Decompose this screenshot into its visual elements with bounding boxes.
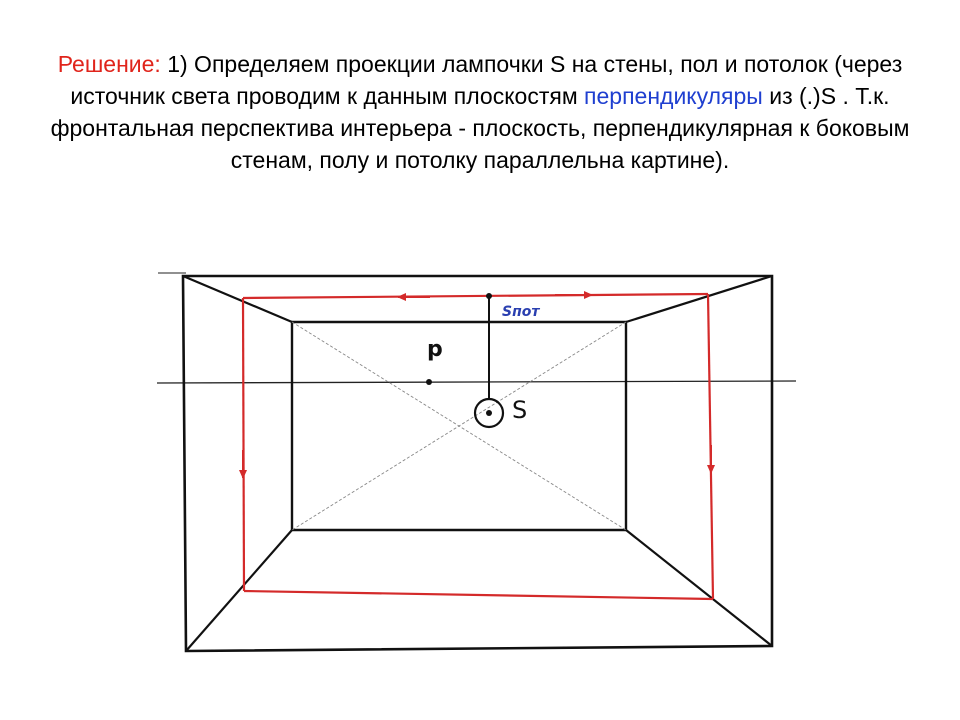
solution-part2: из (.)S . Т.к. фронтальная перспектива интерьера - плоскость, перпендикулярная к боковым стенам, полу и потолку параллельна картине). bbox=[50, 83, 910, 173]
solution-part1: 1) Определяем проекции лампочки S на стены, пол и потолок (через источник света проводим к данным плоскостям bbox=[70, 51, 903, 109]
label-s-ceiling: Sпот bbox=[502, 304, 540, 320]
construction-line-2 bbox=[292, 322, 626, 530]
label-s: S bbox=[512, 396, 528, 424]
receding-edge-top-right bbox=[626, 276, 772, 322]
receding-edge-bottom-right bbox=[626, 530, 772, 646]
projection-contour bbox=[243, 294, 713, 599]
light-source-point bbox=[486, 410, 492, 416]
receding-edge-top-left bbox=[183, 276, 292, 322]
vanishing-point bbox=[426, 379, 432, 385]
horizon-line bbox=[157, 381, 796, 383]
solution-label: Решение: bbox=[57, 51, 161, 77]
ceiling-projection-point bbox=[486, 293, 492, 299]
perpendiculars-term: перпендикуляры bbox=[584, 83, 763, 109]
label-p: p bbox=[427, 337, 443, 362]
